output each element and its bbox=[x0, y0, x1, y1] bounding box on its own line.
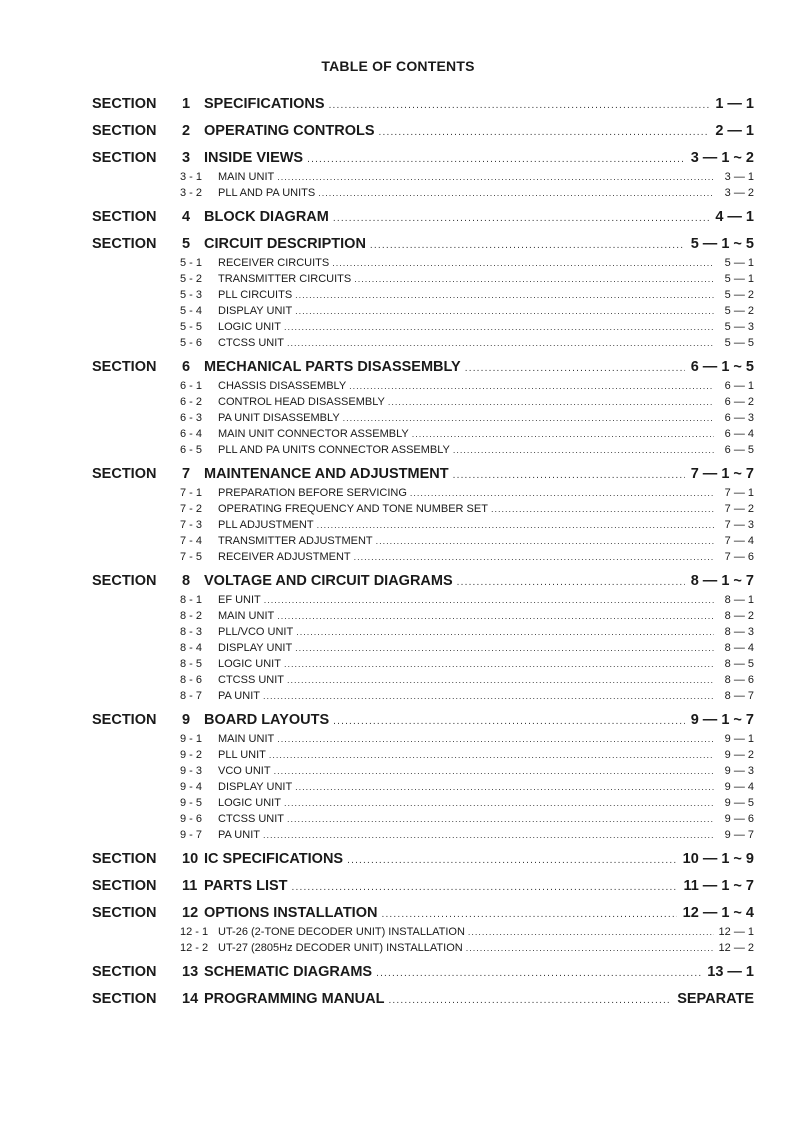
dot-leader bbox=[354, 274, 714, 284]
toc-subsection-row[interactable] bbox=[92, 626, 754, 642]
section-title: BLOCK DIAGRAM bbox=[204, 209, 329, 225]
section-label: SECTION bbox=[92, 236, 157, 252]
dot-leader bbox=[292, 882, 678, 893]
dot-leader bbox=[453, 445, 714, 455]
subsection-page: 6 — 4 bbox=[724, 428, 754, 440]
toc-subsection-row[interactable] bbox=[92, 642, 754, 658]
toc-subsection-row[interactable] bbox=[92, 273, 754, 289]
subsection-page: 8 — 5 bbox=[724, 658, 754, 670]
toc-subsection-row[interactable] bbox=[92, 305, 754, 321]
dot-leader bbox=[318, 188, 714, 198]
subsection-title: DISPLAY UNIT bbox=[218, 305, 293, 317]
toc-subsection-row[interactable] bbox=[92, 551, 754, 567]
subsection-number: 6 - 4 bbox=[180, 428, 203, 440]
toc-section-row[interactable] bbox=[92, 123, 754, 144]
subsection-title: UT-26 (2-TONE DECODER UNIT) INSTALLATION bbox=[218, 926, 465, 938]
subsection-title: CONTROL HEAD DISASSEMBLY bbox=[218, 396, 385, 408]
section-label: SECTION bbox=[92, 964, 157, 980]
subsection-page: 9 — 1 bbox=[724, 733, 754, 745]
toc-subsection-row[interactable] bbox=[92, 171, 754, 187]
dot-leader bbox=[284, 659, 714, 669]
subsection-page: 6 — 2 bbox=[724, 396, 754, 408]
section-title: INSIDE VIEWS bbox=[204, 150, 304, 166]
section-title: PROGRAMMING MANUAL bbox=[204, 991, 385, 1007]
toc-subsection-row[interactable] bbox=[92, 829, 754, 845]
subsection-page: 8 — 3 bbox=[724, 626, 754, 638]
dot-leader bbox=[343, 413, 714, 423]
section-page: 13 — 1 bbox=[707, 964, 754, 980]
dot-leader bbox=[466, 943, 714, 953]
subsection-number: 8 - 5 bbox=[180, 658, 203, 670]
dot-leader bbox=[284, 322, 714, 332]
subsection-page: 12 — 1 bbox=[718, 926, 754, 938]
subsection-number: 8 - 2 bbox=[180, 610, 203, 622]
toc-section bbox=[92, 150, 754, 203]
section-page: 5 — 1 ~ 5 bbox=[690, 236, 754, 252]
section-number: 4 bbox=[182, 209, 191, 225]
subsection-page: 6 — 1 bbox=[724, 380, 754, 392]
dot-leader bbox=[457, 577, 685, 588]
section-label: SECTION bbox=[92, 359, 157, 375]
subsection-title: RECEIVER CIRCUITS bbox=[218, 257, 330, 269]
section-label: SECTION bbox=[92, 123, 157, 139]
table-of-contents bbox=[92, 96, 754, 1018]
subsection-page: 5 — 2 bbox=[724, 305, 754, 317]
subsection-number: 7 - 1 bbox=[180, 487, 203, 499]
subsection-number: 7 - 2 bbox=[180, 503, 203, 515]
dot-leader bbox=[287, 675, 714, 685]
subsection-title: LOGIC UNIT bbox=[218, 797, 281, 809]
subsection-page: 5 — 5 bbox=[724, 337, 754, 349]
section-page: 11 — 1 ~ 7 bbox=[683, 878, 754, 894]
dot-leader bbox=[381, 909, 676, 920]
subsection-page: 8 — 4 bbox=[724, 642, 754, 654]
subsection-number: 5 - 4 bbox=[180, 305, 203, 317]
subsection-page: 5 — 1 bbox=[724, 273, 754, 285]
toc-subsection-row[interactable] bbox=[92, 942, 754, 958]
toc-subsection-row[interactable] bbox=[92, 257, 754, 273]
section-page: SEPARATE bbox=[677, 991, 754, 1007]
toc-section-row[interactable] bbox=[92, 150, 754, 171]
dot-leader bbox=[287, 338, 714, 348]
section-label: SECTION bbox=[92, 209, 157, 225]
toc-subsection-row[interactable] bbox=[92, 813, 754, 829]
dot-leader bbox=[468, 927, 714, 937]
dot-leader bbox=[263, 691, 714, 701]
subsection-number: 8 - 7 bbox=[180, 690, 203, 702]
dot-leader bbox=[354, 552, 714, 562]
section-number: 11 bbox=[182, 878, 198, 894]
subsection-page: 9 — 3 bbox=[724, 765, 754, 777]
toc-subsection-row[interactable] bbox=[92, 396, 754, 412]
subsection-number: 6 - 1 bbox=[180, 380, 203, 392]
section-number: 10 bbox=[182, 851, 199, 867]
dot-leader bbox=[295, 306, 714, 316]
toc-section-row[interactable] bbox=[92, 359, 754, 380]
section-title: IC SPECIFICATIONS bbox=[204, 851, 344, 867]
subsection-title: PLL ADJUSTMENT bbox=[218, 519, 314, 531]
subsection-title: TRANSMITTER ADJUSTMENT bbox=[218, 535, 373, 547]
toc-subsection-row[interactable] bbox=[92, 610, 754, 626]
dot-leader bbox=[379, 127, 710, 138]
subsection-number: 8 - 4 bbox=[180, 642, 203, 654]
subsection-number: 3 - 2 bbox=[180, 187, 203, 199]
dot-leader bbox=[349, 381, 714, 391]
toc-subsection-row[interactable] bbox=[92, 594, 754, 610]
subsection-number: 5 - 2 bbox=[180, 273, 203, 285]
subsection-page: 9 — 6 bbox=[724, 813, 754, 825]
subsection-page: 9 — 5 bbox=[724, 797, 754, 809]
subsection-page: 7 — 6 bbox=[724, 551, 754, 563]
toc-subsection-row[interactable] bbox=[92, 428, 754, 444]
toc-subsection-row[interactable] bbox=[92, 749, 754, 765]
subsection-page: 8 — 2 bbox=[724, 610, 754, 622]
toc-subsection-row[interactable] bbox=[92, 781, 754, 797]
dot-leader bbox=[376, 536, 714, 546]
subsection-title: PLL AND PA UNITS CONNECTOR ASSEMBLY bbox=[218, 444, 450, 456]
toc-subsection-row[interactable] bbox=[92, 674, 754, 690]
dot-leader bbox=[332, 258, 714, 268]
section-title: BOARD LAYOUTS bbox=[204, 712, 330, 728]
section-label: SECTION bbox=[92, 851, 157, 867]
subsection-page: 7 — 2 bbox=[724, 503, 754, 515]
toc-subsection-row[interactable] bbox=[92, 412, 754, 428]
subsection-title: PLL UNIT bbox=[218, 749, 266, 761]
dot-leader bbox=[347, 855, 677, 866]
subsection-number: 9 - 1 bbox=[180, 733, 203, 745]
section-page: 4 — 1 bbox=[715, 209, 754, 225]
dot-leader bbox=[465, 363, 685, 374]
subsection-page: 5 — 1 bbox=[724, 257, 754, 269]
toc-section bbox=[92, 991, 754, 1012]
subsection-number: 3 - 1 bbox=[180, 171, 203, 183]
subsection-title: LOGIC UNIT bbox=[218, 321, 281, 333]
subsection-title: PA UNIT DISASSEMBLY bbox=[218, 412, 340, 424]
section-title: CIRCUIT DESCRIPTION bbox=[204, 236, 366, 252]
dot-leader bbox=[295, 290, 714, 300]
toc-section bbox=[92, 96, 754, 117]
dot-leader bbox=[296, 627, 714, 637]
subsection-page: 7 — 4 bbox=[724, 535, 754, 547]
section-number: 9 bbox=[182, 712, 191, 728]
subsection-title: LOGIC UNIT bbox=[218, 658, 281, 670]
toc-section bbox=[92, 964, 754, 985]
toc-subsection-row[interactable] bbox=[92, 690, 754, 706]
subsection-number: 7 - 5 bbox=[180, 551, 203, 563]
section-title: OPTIONS INSTALLATION bbox=[204, 905, 378, 921]
subsection-title: MAIN UNIT bbox=[218, 733, 275, 745]
section-number: 6 bbox=[182, 359, 191, 375]
section-page: 1 — 1 bbox=[715, 96, 754, 112]
subsection-page: 9 — 2 bbox=[724, 749, 754, 761]
dot-leader bbox=[277, 734, 714, 744]
dot-leader bbox=[388, 995, 671, 1006]
section-label: SECTION bbox=[92, 712, 157, 728]
subsection-number: 7 - 3 bbox=[180, 519, 203, 531]
toc-subsection-row[interactable] bbox=[92, 535, 754, 551]
subsection-number: 5 - 3 bbox=[180, 289, 203, 301]
toc-subsection-row[interactable] bbox=[92, 289, 754, 305]
toc-section bbox=[92, 209, 754, 230]
subsection-title: PLL/VCO UNIT bbox=[218, 626, 294, 638]
dot-leader bbox=[295, 782, 714, 792]
section-page: 7 — 1 ~ 7 bbox=[690, 466, 754, 482]
toc-subsection-row[interactable] bbox=[92, 321, 754, 337]
dot-leader bbox=[263, 830, 714, 840]
section-title: VOLTAGE AND CIRCUIT DIAGRAMS bbox=[204, 573, 453, 589]
section-title: MECHANICAL PARTS DISASSEMBLY bbox=[204, 359, 461, 375]
subsection-page: 5 — 2 bbox=[724, 289, 754, 301]
toc-section-row[interactable] bbox=[92, 209, 754, 230]
subsection-page: 6 — 5 bbox=[724, 444, 754, 456]
section-title: MAINTENANCE AND ADJUSTMENT bbox=[204, 466, 449, 482]
dot-leader bbox=[329, 100, 710, 111]
toc-section-row[interactable] bbox=[92, 573, 754, 594]
section-number: 7 bbox=[182, 466, 191, 482]
toc-section-row[interactable] bbox=[92, 466, 754, 487]
section-number: 3 bbox=[182, 150, 191, 166]
section-title: PARTS LIST bbox=[204, 878, 288, 894]
dot-leader bbox=[410, 488, 714, 498]
section-page: 9 — 1 ~ 7 bbox=[690, 712, 754, 728]
subsection-title: OPERATING FREQUENCY AND TONE NUMBER SET bbox=[218, 503, 488, 515]
section-number: 5 bbox=[182, 236, 191, 252]
section-label: SECTION bbox=[92, 150, 157, 166]
subsection-number: 9 - 2 bbox=[180, 749, 203, 761]
dot-leader bbox=[274, 766, 714, 776]
subsection-number: 5 - 6 bbox=[180, 337, 203, 349]
dot-leader bbox=[412, 429, 714, 439]
subsection-page: 8 — 6 bbox=[724, 674, 754, 686]
toc-section bbox=[92, 236, 754, 353]
toc-section-row[interactable] bbox=[92, 851, 754, 872]
section-label: SECTION bbox=[92, 573, 157, 589]
subsection-number: 6 - 2 bbox=[180, 396, 203, 408]
toc-section-row[interactable] bbox=[92, 712, 754, 733]
dot-leader bbox=[333, 716, 685, 727]
toc-section bbox=[92, 359, 754, 460]
subsection-page: 6 — 3 bbox=[724, 412, 754, 424]
subsection-number: 12 - 1 bbox=[180, 926, 209, 938]
subsection-page: 3 — 2 bbox=[724, 187, 754, 199]
toc-subsection-row[interactable] bbox=[92, 733, 754, 749]
section-title: SCHEMATIC DIAGRAMS bbox=[204, 964, 373, 980]
subsection-page: 8 — 1 bbox=[724, 594, 754, 606]
section-label: SECTION bbox=[92, 905, 157, 921]
dot-leader bbox=[284, 798, 714, 808]
toc-subsection-row[interactable] bbox=[92, 380, 754, 396]
section-page: 12 — 1 ~ 4 bbox=[682, 905, 754, 921]
dot-leader bbox=[333, 213, 709, 224]
subsection-title: CHASSIS DISASSEMBLY bbox=[218, 380, 347, 392]
subsection-title: PLL AND PA UNITS bbox=[218, 187, 316, 199]
subsection-page: 7 — 1 bbox=[724, 487, 754, 499]
section-label: SECTION bbox=[92, 96, 157, 112]
section-number: 1 bbox=[182, 96, 191, 112]
subsection-title: DISPLAY UNIT bbox=[218, 781, 293, 793]
subsection-number: 6 - 3 bbox=[180, 412, 203, 424]
dot-leader bbox=[453, 470, 685, 481]
subsection-title: PA UNIT bbox=[218, 690, 260, 702]
subsection-title: CTCSS UNIT bbox=[218, 674, 284, 686]
subsection-page: 12 — 2 bbox=[718, 942, 754, 954]
subsection-number: 9 - 5 bbox=[180, 797, 203, 809]
section-page: 3 — 1 ~ 2 bbox=[690, 150, 754, 166]
subsection-number: 12 - 2 bbox=[180, 942, 209, 954]
toc-section-row[interactable] bbox=[92, 991, 754, 1012]
toc-section-row[interactable] bbox=[92, 96, 754, 117]
toc-subsection-row[interactable] bbox=[92, 337, 754, 353]
section-number: 13 bbox=[182, 964, 199, 980]
dot-leader bbox=[376, 968, 701, 979]
subsection-title: PREPARATION BEFORE SERVICING bbox=[218, 487, 407, 499]
dot-leader bbox=[307, 154, 685, 165]
toc-section bbox=[92, 466, 754, 567]
subsection-title: MAIN UNIT CONNECTOR ASSEMBLY bbox=[218, 428, 409, 440]
section-page: 8 — 1 ~ 7 bbox=[690, 573, 754, 589]
subsection-title: VCO UNIT bbox=[218, 765, 271, 777]
dot-leader bbox=[277, 611, 714, 621]
section-page: 6 — 1 ~ 5 bbox=[690, 359, 754, 375]
subsection-title: DISPLAY UNIT bbox=[218, 642, 293, 654]
subsection-number: 9 - 7 bbox=[180, 829, 203, 841]
toc-section bbox=[92, 905, 754, 958]
section-label: SECTION bbox=[92, 991, 157, 1007]
subsection-title: CTCSS UNIT bbox=[218, 337, 284, 349]
subsection-title: UT-27 (2805Hz DECODER UNIT) INSTALLATION bbox=[218, 942, 463, 954]
toc-section bbox=[92, 851, 754, 872]
toc-section bbox=[92, 573, 754, 706]
subsection-number: 8 - 3 bbox=[180, 626, 203, 638]
subsection-number: 7 - 4 bbox=[180, 535, 203, 547]
subsection-title: MAIN UNIT bbox=[218, 610, 275, 622]
section-label: SECTION bbox=[92, 878, 157, 894]
section-title: SPECIFICATIONS bbox=[204, 96, 325, 112]
subsection-page: 7 — 3 bbox=[724, 519, 754, 531]
subsection-page: 5 — 3 bbox=[724, 321, 754, 333]
toc-section-row[interactable] bbox=[92, 878, 754, 899]
dot-leader bbox=[388, 397, 714, 407]
toc-subsection-row[interactable] bbox=[92, 503, 754, 519]
dot-leader bbox=[491, 504, 714, 514]
toc-subsection-row[interactable] bbox=[92, 765, 754, 781]
toc-section bbox=[92, 712, 754, 845]
section-title: OPERATING CONTROLS bbox=[204, 123, 375, 139]
section-page: 10 — 1 ~ 9 bbox=[682, 851, 754, 867]
subsection-page: 8 — 7 bbox=[724, 690, 754, 702]
subsection-title: CTCSS UNIT bbox=[218, 813, 284, 825]
subsection-title: PA UNIT bbox=[218, 829, 260, 841]
section-number: 14 bbox=[182, 991, 199, 1007]
section-page: 2 — 1 bbox=[715, 123, 754, 139]
subsection-title: PLL CIRCUITS bbox=[218, 289, 293, 301]
subsection-page: 9 — 4 bbox=[724, 781, 754, 793]
dot-leader bbox=[277, 172, 714, 182]
section-number: 12 bbox=[182, 905, 199, 921]
dot-leader bbox=[370, 240, 685, 251]
toc-subsection-row[interactable] bbox=[92, 926, 754, 942]
section-number: 2 bbox=[182, 123, 191, 139]
subsection-title: EF UNIT bbox=[218, 594, 261, 606]
dot-leader bbox=[317, 520, 714, 530]
toc-subsection-row[interactable] bbox=[92, 487, 754, 503]
toc-subsection-row[interactable] bbox=[92, 519, 754, 535]
toc-section-row[interactable] bbox=[92, 905, 754, 926]
subsection-title: MAIN UNIT bbox=[218, 171, 275, 183]
dot-leader bbox=[269, 750, 714, 760]
toc-subsection-row[interactable] bbox=[92, 187, 754, 203]
subsection-number: 9 - 4 bbox=[180, 781, 203, 793]
toc-subsection-row[interactable] bbox=[92, 658, 754, 674]
toc-section-row[interactable] bbox=[92, 236, 754, 257]
subsection-number: 6 - 5 bbox=[180, 444, 203, 456]
dot-leader bbox=[287, 814, 714, 824]
subsection-number: 5 - 5 bbox=[180, 321, 203, 333]
toc-section bbox=[92, 123, 754, 144]
subsection-page: 9 — 7 bbox=[724, 829, 754, 841]
section-label: SECTION bbox=[92, 466, 157, 482]
toc-subsection-row[interactable] bbox=[92, 797, 754, 813]
subsection-page: 3 — 1 bbox=[724, 171, 754, 183]
page-title: TABLE OF CONTENTS bbox=[321, 58, 475, 74]
subsection-number: 5 - 1 bbox=[180, 257, 203, 269]
subsection-title: TRANSMITTER CIRCUITS bbox=[218, 273, 352, 285]
subsection-title: RECEIVER ADJUSTMENT bbox=[218, 551, 351, 563]
toc-section bbox=[92, 878, 754, 899]
subsection-number: 9 - 3 bbox=[180, 765, 203, 777]
toc-section-row[interactable] bbox=[92, 964, 754, 985]
subsection-number: 8 - 6 bbox=[180, 674, 203, 686]
dot-leader bbox=[264, 595, 714, 605]
dot-leader bbox=[295, 643, 714, 653]
toc-subsection-row[interactable] bbox=[92, 444, 754, 460]
subsection-number: 8 - 1 bbox=[180, 594, 203, 606]
section-number: 8 bbox=[182, 573, 191, 589]
subsection-number: 9 - 6 bbox=[180, 813, 203, 825]
